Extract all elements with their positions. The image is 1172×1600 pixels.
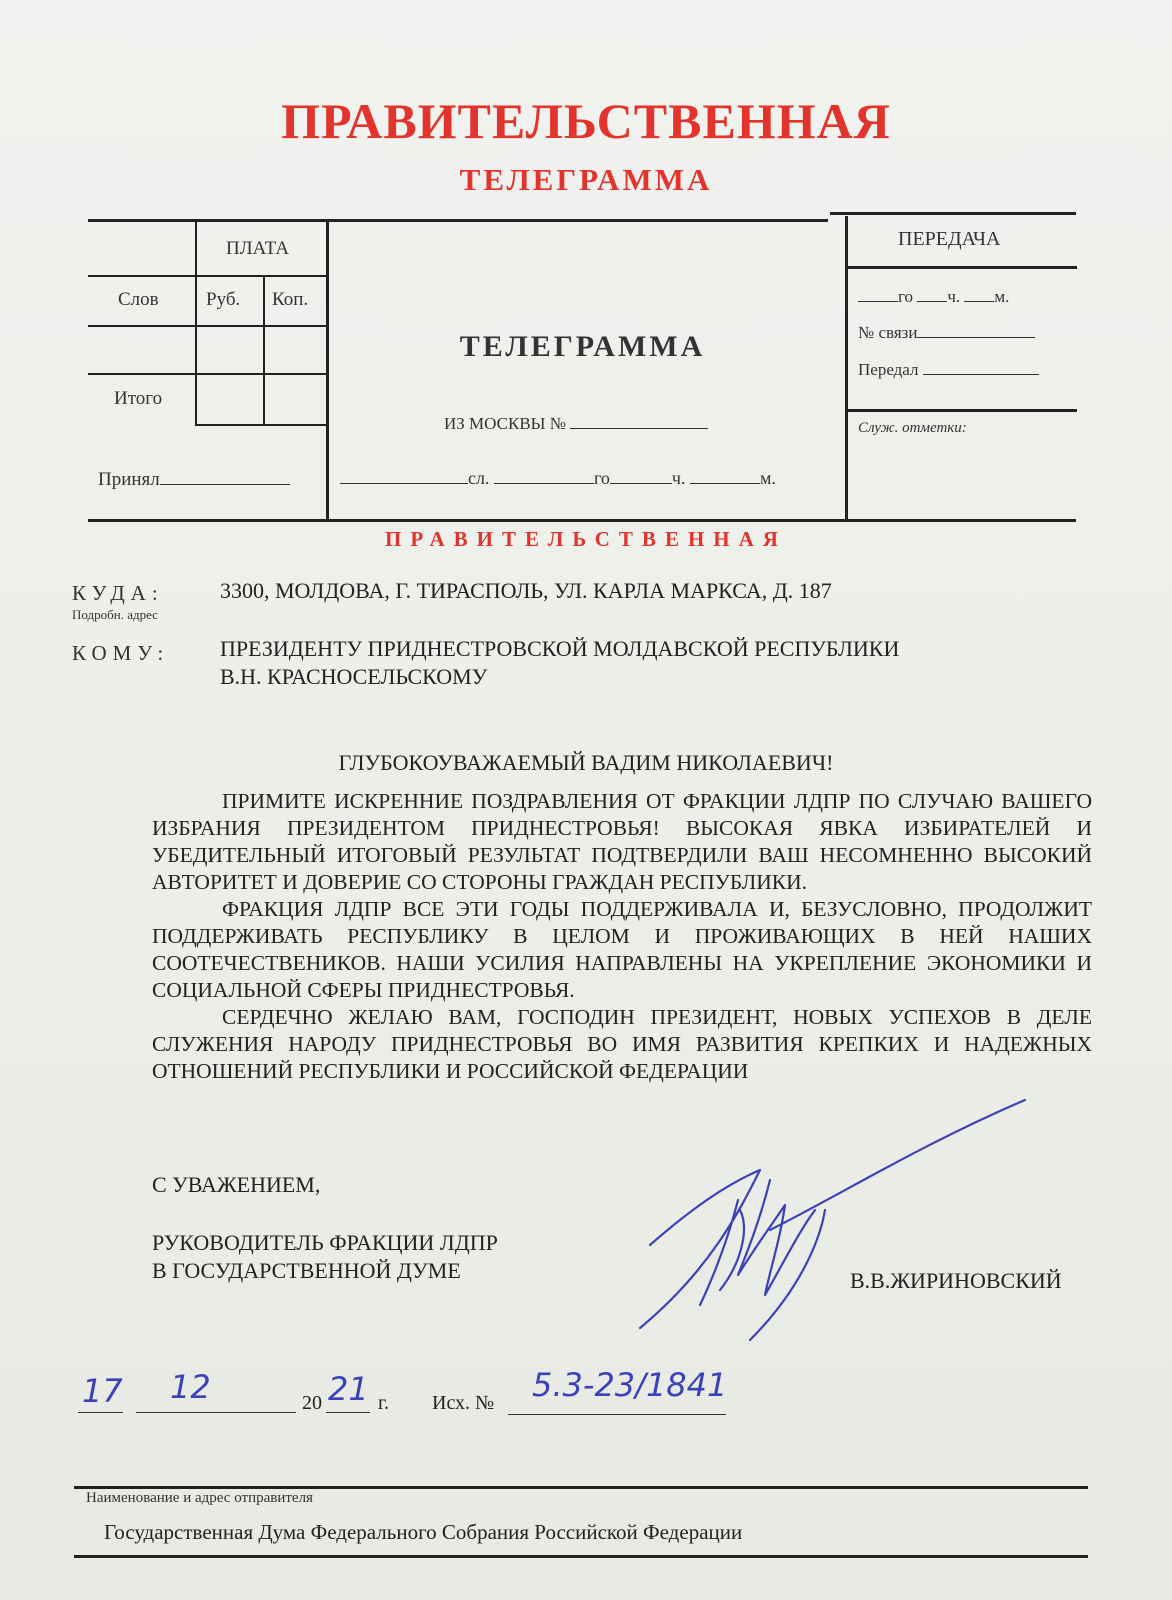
go-label: го: [593, 468, 610, 488]
grid-line: [195, 424, 326, 426]
closing: С УВАЖЕНИЕМ,: [152, 1172, 321, 1197]
sender-value: Государственная Дума Федерального Собрания Российской Федерации: [104, 1520, 743, 1544]
year-g: г.: [378, 1392, 389, 1414]
paragraph: ФРАКЦИЯ ЛДПР ВСЕ ЭТИ ГОДЫ ПОДДЕРЖИВАЛА И, БЕЗУСЛОВНО, ПРОДОЛЖИТ ПОДДЕРЖИВАТЬ РЕСПУБЛИКУ В ЦЕЛОМ И ПРОЖИВАЮЩИХ В НЕЙ НАШИХ СООТЕЧЕСТВЕНИКОВ. НАШИ УСИЛИЯ НАПРАВЛЕНЫ НА УКРЕПЛЕНИЕ ЭКОНОМИКИ И СОЦИАЛЬНОЙ СФЕРЫ ПРИДНЕСТРОВЬЯ.: [152, 897, 1092, 1002]
handwritten-month: 12: [170, 1368, 211, 1406]
m-label: м.: [759, 468, 776, 488]
prinyal-label: [98, 468, 290, 491]
komu-line1: ПРЕЗИДЕНТУ ПРИДНЕСТРОВСКОЙ МОЛДАВСКОЙ РЕСПУБЛИКИ: [220, 636, 900, 661]
svyazi-label: № связи: [858, 323, 918, 342]
handwritten-day: 17: [82, 1372, 123, 1410]
peredacha-time-line: [858, 287, 1009, 307]
komu-line2: В.Н. КРАСНОСЕЛЬСКОМУ: [220, 664, 488, 689]
prinyal-text: Принял: [98, 469, 160, 490]
signer-name: В.В.ЖИРИНОВСКИЙ: [850, 1268, 1062, 1293]
grid-line: [263, 275, 265, 425]
kop-label: Коп.: [272, 289, 309, 310]
blank: [923, 360, 1039, 375]
grid-line: [88, 275, 326, 277]
kuda-sublabel: Подробн. адрес: [72, 607, 158, 622]
blank: [964, 287, 994, 302]
year-line: [326, 1412, 370, 1413]
komu-label: КОМУ:: [72, 641, 170, 665]
position-line1: РУКОВОДИТЕЛЬ ФРАКЦИИ ЛДПР: [152, 1230, 498, 1255]
ch-label: ч.: [947, 287, 961, 306]
letter-body: [152, 788, 1092, 1085]
document-subtitle: ТЕЛЕГРАММА: [459, 162, 713, 197]
svyazi-line: [858, 323, 1035, 343]
paragraph: ПРИМИТЕ ИСКРЕННИЕ ПОЗДРАВЛЕНИЯ ОТ ФРАКЦИИ ЛДПР ПО СЛУЧАЮ ВАШЕГО ИЗБРАНИЯ ПРЕЗИДЕНТОМ ПРИДНЕСТРОВЬЯ! ВЫСОКАЯ ЯВКА ИЗБИРАТЕЛЕЙ И УБЕДИТЕЛЬНЫЙ ИТОГОВЫЙ РЕЗУЛЬТАТ ПОДТВЕРДИЛИ ВАШ НЕСОМНЕННО ВЫСОКИЙ АВТОРИТЕТ И ДОВЕРИЕ СО СТОРОНЫ ГРАЖДАН РЕСПУБЛИКИ.: [152, 789, 1092, 894]
sl-label: сл.: [468, 468, 490, 488]
signature: [620, 1090, 1040, 1350]
blank: [690, 469, 760, 484]
sender-label: Наименование и адрес отправителя: [86, 1490, 313, 1506]
plata-label: ПЛАТА: [226, 238, 290, 259]
ish-line: [508, 1414, 726, 1415]
government-band: ПРАВИТЕЛЬСТВЕННАЯ: [385, 527, 787, 551]
kuda-value: 3300, МОЛДОВА, Г. ТИРАСПОЛЬ, УЛ. КАРЛА МАРКСА, Д. 187: [220, 578, 832, 603]
form-bottom-rule: [88, 519, 1076, 522]
blank: [917, 287, 947, 302]
paragraph: СЕРДЕЧНО ЖЕЛАЮ ВАМ, ГОСПОДИН ПРЕЗИДЕНТ, НОВЫХ УСПЕХОВ В ДЕЛЕ СЛУЖЕНИЯ НАРОДУ ПРИДНЕСТРОВЬЯ ВО ИМЯ РАЗВИТИЯ КРЕПКИХ И НАДЕЖНЫХ ОТНОШЕНИЙ РЕСПУБЛИКИ И РОССИЙСКОЙ ФЕДЕРАЦИИ: [152, 1005, 1092, 1083]
year-prefix: 20: [302, 1392, 322, 1414]
form-top-rule: [88, 219, 828, 222]
blank: [917, 323, 1035, 338]
peredal-label: Передал: [858, 360, 919, 379]
prinyal-blank: [160, 468, 290, 485]
sluzh-label: Служ. отметки:: [858, 420, 967, 436]
from-moscow-line: [444, 414, 708, 434]
grid-line: [847, 266, 1077, 269]
blank: [340, 469, 468, 484]
peredal-line: [858, 360, 1039, 380]
handwritten-outgoing-number: 5.3-23/1841: [532, 1366, 728, 1404]
grid-line: [88, 325, 326, 327]
footer-rule-bottom: [74, 1555, 1088, 1558]
grid-line: [847, 409, 1077, 412]
greeting: ГЛУБОКОУВАЖАЕМЫЙ ВАДИМ НИКОЛАЕВИЧ!: [338, 750, 834, 775]
blank: [494, 469, 594, 484]
peredacha-label: ПЕРЕДАЧА: [898, 228, 1001, 250]
month-line: [136, 1412, 296, 1413]
footer-rule-top: [74, 1486, 1088, 1489]
day-line: [78, 1412, 123, 1413]
from-moscow-blank: [570, 414, 708, 429]
handwritten-year: 21: [328, 1370, 369, 1408]
grid-line: [195, 219, 197, 425]
form-divider-left: [326, 219, 329, 521]
form-divider-right: [845, 216, 848, 521]
slov-label: Слов: [118, 289, 159, 310]
document-title: ПРАВИТЕЛЬСТВЕННАЯ: [281, 93, 891, 149]
go-label: го: [898, 287, 914, 306]
position-line2: В ГОСУДАРСТВЕННОЙ ДУМЕ: [152, 1258, 461, 1283]
from-moscow-label: ИЗ МОСКВЫ №: [444, 414, 566, 433]
center-telegram-title: ТЕЛЕГРАММА: [459, 330, 706, 363]
form-top-rule-right: [830, 212, 1076, 215]
ch-label: ч.: [671, 468, 686, 488]
rub-label: Руб.: [206, 289, 241, 310]
grid-line: [88, 373, 326, 375]
transmission-time-line: [340, 468, 776, 489]
itogo-label: Итого: [114, 388, 163, 409]
kuda-label: КУДА:: [72, 581, 164, 605]
blank: [610, 469, 672, 484]
ish-label: Исх. №: [432, 1392, 495, 1414]
m-label: м.: [994, 287, 1010, 306]
blank: [858, 287, 898, 302]
